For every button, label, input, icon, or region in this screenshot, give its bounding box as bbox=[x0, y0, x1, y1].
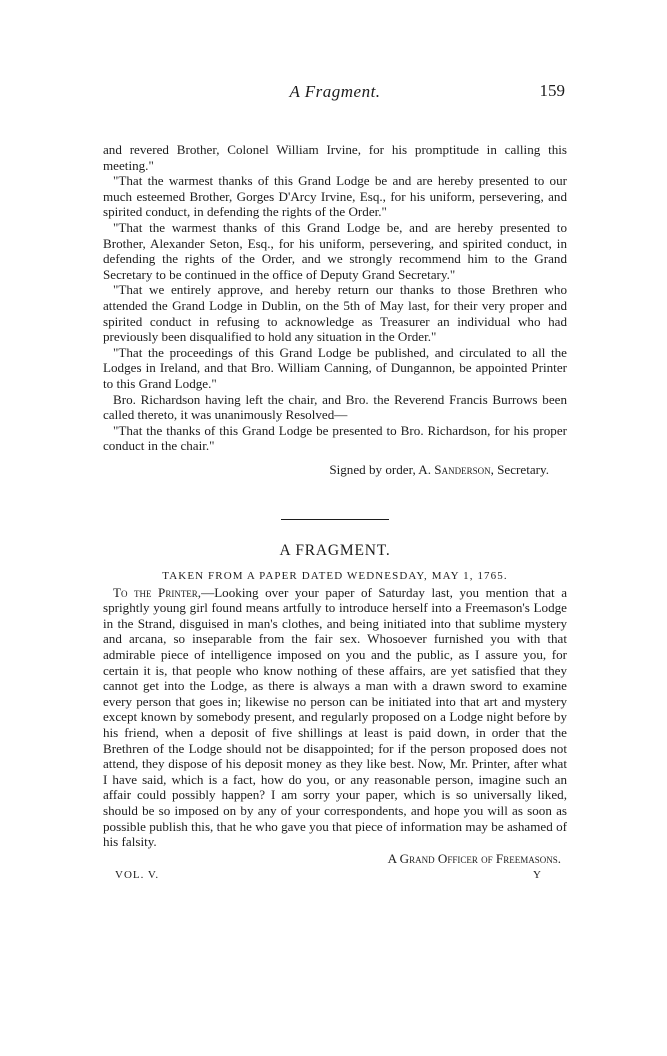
signed-prefix: Signed by order, A. bbox=[329, 461, 435, 477]
resolution-paragraph: "That the warmest thanks of this Grand Lodge be and are hereby presented to our much esteemed Brother, Gorges D'Arcy Irvine, Esq., for his uniform, persevering, and spirited conduct, in defending the rights of the Order." bbox=[103, 173, 567, 220]
resolution-paragraph: "That we entirely approve, and hereby return our thanks to those Brethren who attended the Grand Lodge in Dublin, on the 5th of May last, for their very proper and spirited conduct in refusing to acknowledge as Treasurer an individual who had previously been disqualified to hold any situation in the Order." bbox=[103, 282, 567, 345]
running-head bbox=[103, 82, 567, 108]
page-footer bbox=[103, 868, 567, 882]
fragment-letter bbox=[103, 585, 567, 850]
continuation-paragraph: and revered Brother, Colonel William Irvine, for his promptitude in calling this meeting." bbox=[103, 142, 567, 173]
signed-line bbox=[103, 462, 567, 478]
running-title: A Fragment. bbox=[289, 82, 381, 101]
signature-mark: Y bbox=[533, 869, 541, 882]
section-subtitle: TAKEN FROM A PAPER DATED WEDNESDAY, MAY 1, 1765. bbox=[162, 570, 508, 583]
section-divider bbox=[281, 519, 389, 520]
minutes-paragraph: Bro. Richardson having left the chair, and Bro. the Reverend Francis Burrows been called thereto, it was unanimously Resolved— bbox=[103, 391, 567, 423]
resolution-paragraph: "That the proceedings of this Grand Lodge be published, and circulated to all the Lodges in Ireland, and that Bro. William Canning, of Dungannon, be appointed Printer to this Grand Lodge." bbox=[103, 344, 567, 391]
volume-mark: VOL. V. bbox=[115, 869, 160, 882]
secretary-name: Sanderson bbox=[434, 461, 491, 477]
letter-signature: A Grand Officer of Freemasons. bbox=[387, 850, 561, 866]
body-text bbox=[103, 142, 567, 882]
salutation: To the Printer, bbox=[113, 584, 202, 600]
section-title: A FRAGMENT. bbox=[279, 542, 391, 560]
letter-body: —Looking over your paper of Saturday last, you mention that a sprightly young girl found means artfully to introduce herself into a Freemason's Lodge in the Strand, disguised in man's clothes, and being initiated into that sublime mystery and arcana, so inseparable from the fair sex. Whosoever furnished you with that admirable piece of intelligence imposed on you and the public, as I assure you, for certain it is, that people who know nothing of these affairs, are yet satisfied that they cannot get into the Lodge, as there is always a man with a drawn sword to examine every person that goes in; likewise no person can be initiated into that art and mystery except known by somebody present, and regularly proposed on a Lodge night before by his friend, when a deposit of five shillings at least is paid down, in order that the Brethren of the Lodge should not be disappointed; for if the person proposed does not attend, they dispose of his deposit money as they like best. Now, Mr. Printer, after what I have said, which is a fact, how do you, or any reasonable person, imagine such an affair could possibly happen? I am sorry your paper, which is so universally liked, should be so imposed on by any of your correspondents, and hope you will as soon as possible publish this, that he who gave you that piece of information may be ashamed of his falsity. bbox=[103, 584, 568, 850]
resolution-paragraph: "That the thanks of this Grand Lodge be presented to Bro. Richardson, for his proper conduct in the chair." bbox=[103, 422, 567, 454]
signed-suffix: , Secretary. bbox=[490, 461, 549, 477]
resolution-paragraph: "That the warmest thanks of this Grand Lodge be, and are hereby presented to Brother, Alexander Seton, Esq., for his uniform, persevering, and spirited conduct, in defending the rights of the Order, and we strongly recommend him to the Grand Secretary to be continued in the office of Deputy Grand Secretary." bbox=[103, 219, 567, 282]
page-number: 159 bbox=[539, 81, 565, 100]
